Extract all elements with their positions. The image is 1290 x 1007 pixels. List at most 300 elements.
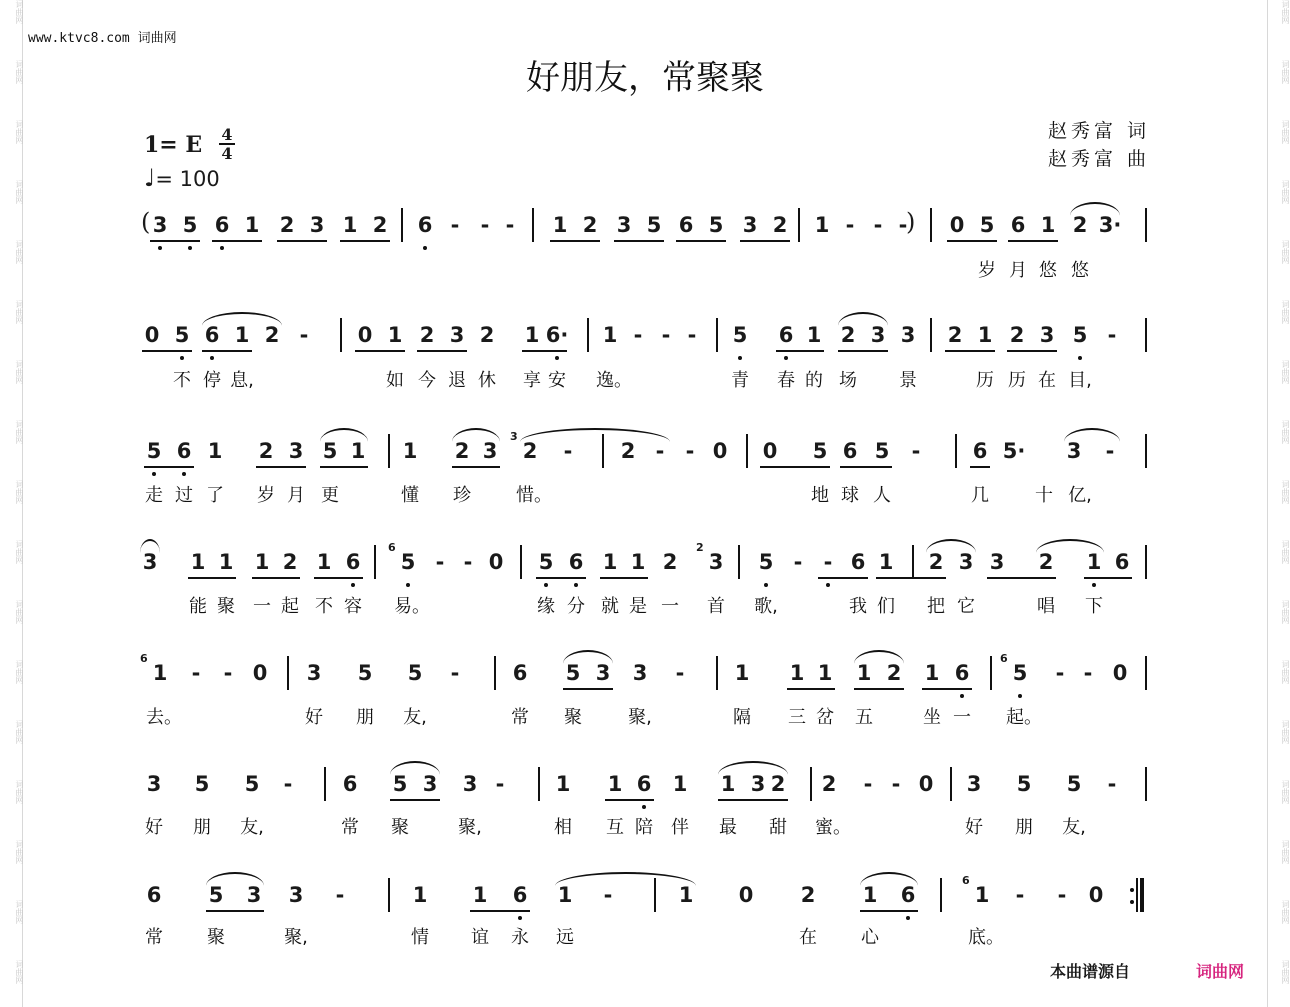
repeat-dots — [1130, 888, 1134, 912]
bar-line — [287, 656, 289, 690]
bar-line — [950, 767, 952, 801]
note: 1 — [472, 883, 488, 907]
song-title: 好朋友，常聚聚 — [526, 58, 764, 98]
note: 2 — [454, 439, 470, 463]
lyric-char: 聚, — [628, 707, 652, 728]
note: 2 — [372, 213, 388, 237]
beam-underline — [614, 240, 664, 242]
intro-parenthesis: ) — [906, 208, 916, 236]
note: 1 — [1086, 550, 1102, 574]
lyric-char: 就 — [601, 596, 619, 617]
note: 6 — [512, 661, 528, 685]
slur-tie — [838, 312, 888, 326]
beam-underline — [142, 350, 192, 352]
note: 6 — [678, 213, 694, 237]
note: 3 — [616, 213, 632, 237]
low-octave-dot — [351, 583, 355, 587]
left-watermark-text: 词曲网 — [15, 660, 24, 684]
lyric-char: 下 — [1085, 596, 1103, 617]
lyric-char: 互 — [606, 817, 624, 838]
beam-underline — [1008, 240, 1058, 242]
note: 6 — [568, 550, 584, 574]
note: 0 — [252, 661, 268, 685]
note: 2 — [620, 439, 636, 463]
low-octave-dot — [518, 916, 522, 920]
lyric-char: 易。 — [394, 596, 430, 617]
note: 1 — [234, 323, 250, 347]
note: 3 — [246, 883, 262, 907]
low-octave-dot — [960, 694, 964, 698]
bar-line — [990, 656, 992, 690]
lyric-char: 好 — [305, 707, 323, 728]
note: 2 — [258, 439, 274, 463]
note: 2 — [582, 213, 598, 237]
note: 1 — [1040, 213, 1056, 237]
beam-underline — [945, 350, 995, 352]
left-watermark-text: 词曲网 — [15, 780, 24, 804]
note: 5 — [979, 213, 995, 237]
note: 3 — [146, 772, 162, 796]
left-watermark-text: 词曲网 — [15, 180, 24, 204]
note: 1 — [524, 323, 540, 347]
extend-dash: - — [873, 213, 883, 237]
beam-underline — [760, 466, 830, 468]
extend-dash: - — [603, 883, 613, 907]
note: 0 — [949, 213, 965, 237]
bar-line — [532, 208, 534, 242]
lyric-char: 远 — [556, 927, 574, 948]
lyric-char: 去。 — [146, 707, 182, 728]
low-octave-dot — [642, 805, 646, 809]
lyric-char: 岔 — [816, 707, 834, 728]
note: 1 — [974, 883, 990, 907]
note: 1 — [602, 323, 618, 347]
bar-line — [587, 318, 589, 352]
extend-dash: - — [450, 213, 460, 237]
left-watermark-text: 词曲网 — [15, 840, 24, 864]
note: 0 — [738, 883, 754, 907]
left-watermark-text: 词曲网 — [15, 480, 24, 504]
tempo-value: = 100 — [155, 167, 220, 191]
lyric-char: 能 — [189, 596, 207, 617]
left-watermark-text: 词曲网 — [15, 420, 24, 444]
note: 3 — [900, 323, 916, 347]
lyric-char: 休 — [478, 370, 496, 391]
beam-underline — [947, 240, 997, 242]
note: 6· — [545, 323, 569, 347]
lyric-char: 起。 — [1006, 707, 1042, 728]
lyric-char: 十 — [1035, 485, 1053, 506]
note: 3 — [152, 213, 168, 237]
right-watermark-text: 词曲网 — [1281, 540, 1290, 564]
bar-line — [1145, 208, 1147, 242]
right-watermark-text: 词曲网 — [1281, 480, 1290, 504]
lyric-char: 珍 — [453, 485, 471, 506]
bar-line — [1145, 545, 1147, 579]
note: 3 — [632, 661, 648, 685]
bar-line — [324, 767, 326, 801]
low-octave-dot — [574, 583, 578, 587]
note: 3 — [1066, 439, 1082, 463]
lyric-char: 聚 — [564, 707, 582, 728]
extend-dash: - — [450, 661, 460, 685]
note: 6 — [1114, 550, 1130, 574]
low-octave-dot — [1018, 694, 1022, 698]
note: 5 — [182, 213, 198, 237]
lyric-char: 坐 — [923, 707, 941, 728]
slur-tie — [452, 428, 500, 442]
note: 3 — [142, 550, 158, 574]
note: 1 — [814, 213, 830, 237]
lyric-char: 月 — [287, 485, 305, 506]
lyric-char: 唱 — [1037, 596, 1055, 617]
low-octave-dot — [158, 246, 162, 250]
right-watermark-text: 词曲网 — [1281, 780, 1290, 804]
lyric-char: 不 — [315, 596, 333, 617]
slur-tie — [206, 872, 264, 886]
extend-dash: - — [675, 661, 685, 685]
beam-underline — [854, 688, 904, 690]
note: 1 — [342, 213, 358, 237]
quarter-note-icon: ♩ — [144, 164, 156, 192]
beam-underline — [987, 577, 1056, 579]
slur-tie — [1036, 539, 1104, 553]
beam-underline — [748, 799, 788, 801]
beam-underline — [776, 350, 824, 352]
note: 5 — [646, 213, 662, 237]
extend-dash: - — [891, 772, 901, 796]
extend-dash: - — [299, 323, 309, 347]
note: 1 — [152, 661, 168, 685]
lyric-char: 在 — [799, 927, 817, 948]
note: 3 — [966, 772, 982, 796]
lyric-char: 惜。 — [516, 485, 552, 506]
bar-line — [746, 434, 748, 468]
beam-underline — [470, 910, 530, 912]
left-watermark-text: 词曲网 — [15, 540, 24, 564]
lyric-char: 甜 — [769, 817, 787, 838]
lyric-char: 常 — [511, 707, 529, 728]
lyric-char: 起 — [281, 596, 299, 617]
note: 2 — [928, 550, 944, 574]
note: 2 — [770, 772, 786, 796]
note: 2 — [264, 323, 280, 347]
note: 6 — [778, 323, 794, 347]
extend-dash: - — [1107, 772, 1117, 796]
bar-line — [798, 208, 800, 242]
lyric-char: 亿, — [1068, 485, 1092, 506]
note: 3 — [958, 550, 974, 574]
left-watermark-text: 词曲网 — [15, 360, 24, 384]
slur-tie — [520, 428, 670, 442]
right-watermark-text: 词曲网 — [1281, 240, 1290, 264]
note: 6 — [1010, 213, 1026, 237]
beam-underline — [252, 577, 300, 579]
low-octave-dot — [906, 916, 910, 920]
note: 6 — [146, 883, 162, 907]
lyric-char: 一 — [953, 707, 971, 728]
note: 3 — [742, 213, 758, 237]
bar-line — [374, 545, 376, 579]
lyric-char: 悠 — [1071, 260, 1089, 281]
extend-dash: - — [563, 439, 573, 463]
note: 5 — [812, 439, 828, 463]
note: 3 — [750, 772, 766, 796]
bar-line — [912, 545, 914, 579]
left-watermark-text: 词曲网 — [15, 240, 24, 264]
lyric-char: 常 — [341, 817, 359, 838]
beam-underline — [314, 577, 363, 579]
note: 5 — [194, 772, 210, 796]
bar-line — [654, 878, 656, 912]
extend-dash: - — [1083, 661, 1093, 685]
beam-underline — [277, 240, 327, 242]
low-octave-dot — [210, 356, 214, 360]
note: 1 — [350, 439, 366, 463]
note: 6 — [900, 883, 916, 907]
note: 5 — [732, 323, 748, 347]
lyric-char: 走 — [145, 485, 163, 506]
note: 1 — [977, 323, 993, 347]
note: 2 — [1038, 550, 1054, 574]
slur-tie — [718, 761, 788, 775]
lyric-char: 朋 — [356, 707, 374, 728]
lyric-char: 五 — [855, 707, 873, 728]
note: 5 — [146, 439, 162, 463]
extend-dash: - — [845, 213, 855, 237]
extend-dash: - — [1057, 883, 1067, 907]
beam-underline — [600, 577, 648, 579]
note: 0 — [1088, 883, 1104, 907]
note: 5 — [357, 661, 373, 685]
extend-dash: - — [655, 439, 665, 463]
bar-line — [930, 208, 932, 242]
footer-brand[interactable]: 词曲网 — [1196, 962, 1245, 981]
extend-dash: - — [1107, 323, 1117, 347]
site-url[interactable]: www.ktvc8.com 词曲网 — [28, 31, 177, 46]
lyric-char: 伴 — [671, 817, 689, 838]
note: 0 — [918, 772, 934, 796]
lyric-char: 今 — [418, 370, 436, 391]
beam-underline — [740, 240, 790, 242]
note: 3 — [449, 323, 465, 347]
note: 0 — [762, 439, 778, 463]
lyric-char: 把 — [927, 596, 945, 617]
note: 6 — [850, 550, 866, 574]
extend-dash: - — [687, 323, 697, 347]
lyric-char: 人 — [873, 485, 891, 506]
extend-dash: - — [463, 550, 473, 574]
note: 1 — [856, 661, 872, 685]
right-watermark-text: 词曲网 — [1281, 300, 1290, 324]
beam-underline — [550, 240, 600, 242]
lyric-char: 聚, — [284, 927, 308, 948]
lyric-char: 底。 — [968, 927, 1004, 948]
note: 6 — [345, 550, 361, 574]
lyric-char: 相 — [554, 817, 572, 838]
left-watermark-text: 词曲网 — [15, 120, 24, 144]
note: 1 — [557, 883, 573, 907]
note: 5 — [244, 772, 260, 796]
lyric-char: 场 — [839, 370, 857, 391]
lyric-char: 景 — [899, 370, 917, 391]
low-octave-dot — [764, 583, 768, 587]
lyric-char: 好 — [145, 817, 163, 838]
grace-note: 6 — [962, 874, 970, 887]
lyric-char: 歌, — [754, 596, 778, 617]
extend-dash: - — [685, 439, 695, 463]
lyric-char: 缘 — [537, 596, 555, 617]
lyric-char: 好 — [965, 817, 983, 838]
note: 5· — [1002, 439, 1026, 463]
extend-dash: - — [191, 661, 201, 685]
beam-underline — [818, 577, 868, 579]
lyric-char: 不 — [173, 370, 191, 391]
beam-underline — [970, 466, 990, 468]
lyric-char: 聚 — [207, 927, 225, 948]
note: 3 — [306, 661, 322, 685]
note: 1 — [412, 883, 428, 907]
note: 2 — [662, 550, 678, 574]
note: 0 — [357, 323, 373, 347]
low-octave-dot — [826, 583, 830, 587]
bar-line — [1136, 878, 1138, 912]
lyric-char: 谊 — [471, 927, 489, 948]
extend-dash: - — [661, 323, 671, 347]
extend-dash: - — [223, 661, 233, 685]
lyric-char: 隔 — [733, 707, 751, 728]
extend-dash: - — [1055, 661, 1065, 685]
left-watermark-text: 词曲网 — [15, 60, 24, 84]
note: 1 — [924, 661, 940, 685]
right-watermark-text: 词曲网 — [1281, 720, 1290, 744]
note: 1 — [672, 772, 688, 796]
grace-note: 6 — [140, 652, 148, 665]
bar-line — [388, 878, 390, 912]
note: 0 — [712, 439, 728, 463]
extend-dash: - — [505, 213, 515, 237]
right-watermark-text: 词曲网 — [1281, 60, 1290, 84]
grace-note: 6 — [388, 541, 396, 554]
bar-line — [940, 878, 942, 912]
beam-underline — [340, 240, 390, 242]
note: 2 — [800, 883, 816, 907]
lyric-char: 息, — [230, 370, 254, 391]
lyric-char: 安 — [548, 370, 566, 391]
note: 1 — [190, 550, 206, 574]
note: 0 — [1112, 661, 1128, 685]
lyric-char: 了 — [206, 485, 224, 506]
note: 6 — [214, 213, 230, 237]
lyric-char: 友, — [240, 817, 264, 838]
low-octave-dot — [188, 246, 192, 250]
note: 1 — [207, 439, 223, 463]
bar-line — [738, 545, 740, 579]
lyric-char: 蜜。 — [815, 817, 851, 838]
low-octave-dot — [220, 246, 224, 250]
lyric-char: 悠 — [1039, 260, 1057, 281]
right-watermark-text: 词曲网 — [1281, 900, 1290, 924]
left-watermark-text: 词曲网 — [15, 720, 24, 744]
lyric-char: 友, — [1062, 817, 1086, 838]
slur-tie — [320, 428, 368, 442]
beam-underline — [417, 350, 467, 352]
beam-underline — [840, 466, 892, 468]
note: 2 — [821, 772, 837, 796]
left-watermark-text: 词曲网 — [15, 300, 24, 324]
note: 6 — [342, 772, 358, 796]
bar-line — [810, 767, 812, 801]
lyric-char: 岁 — [257, 485, 275, 506]
note: 5 — [874, 439, 890, 463]
slur-tie — [926, 539, 976, 553]
lyric-char: 聚 — [217, 596, 235, 617]
note: 1 — [720, 772, 736, 796]
slur-tie — [1064, 428, 1120, 442]
note: 5 — [1072, 323, 1088, 347]
bar-line — [955, 434, 957, 468]
low-octave-dot — [182, 472, 186, 476]
low-octave-dot — [152, 472, 156, 476]
bar-line — [494, 656, 496, 690]
beam-underline — [1007, 350, 1057, 352]
lyric-char: 朋 — [193, 817, 211, 838]
extend-dash: - — [823, 550, 833, 574]
lyric-char: 分 — [567, 596, 585, 617]
note: 1 — [734, 661, 750, 685]
beam-underline — [355, 350, 405, 352]
note: 2 — [1072, 213, 1088, 237]
note: 1 — [602, 550, 618, 574]
slur-tie — [854, 650, 904, 664]
lyric-char: 历 — [976, 370, 994, 391]
lyric-char: 如 — [386, 370, 404, 391]
low-octave-dot — [738, 356, 742, 360]
note: 5 — [708, 213, 724, 237]
beam-underline — [452, 466, 500, 468]
lyric-char: 永 — [511, 927, 529, 948]
slur-tie — [555, 872, 696, 886]
note: 5 — [758, 550, 774, 574]
beam-underline — [1084, 577, 1132, 579]
lyric-char: 是 — [629, 596, 647, 617]
extend-dash: - — [911, 439, 921, 463]
low-octave-dot — [544, 583, 548, 587]
note: 5 — [565, 661, 581, 685]
low-octave-dot — [784, 356, 788, 360]
note: 6 — [954, 661, 970, 685]
note: 2 — [772, 213, 788, 237]
right-watermark-text: 词曲网 — [1281, 120, 1290, 144]
beam-underline — [144, 466, 194, 468]
lyric-char: 月 — [1009, 260, 1027, 281]
beam-underline — [212, 240, 262, 242]
extend-dash: - — [335, 883, 345, 907]
bar-line — [520, 545, 522, 579]
beam-underline — [256, 466, 306, 468]
note: 6 — [204, 323, 220, 347]
tempo-marking — [144, 164, 220, 192]
beam-underline — [150, 240, 200, 242]
note: 6 — [842, 439, 858, 463]
lyric-char: 聚, — [458, 817, 482, 838]
note: 1 — [387, 323, 403, 347]
note: 6 — [512, 883, 528, 907]
lyric-char: 地 — [811, 485, 829, 506]
lyric-char: 友, — [403, 707, 427, 728]
right-watermark-text: 词曲网 — [1281, 600, 1290, 624]
note: 5 — [400, 550, 416, 574]
